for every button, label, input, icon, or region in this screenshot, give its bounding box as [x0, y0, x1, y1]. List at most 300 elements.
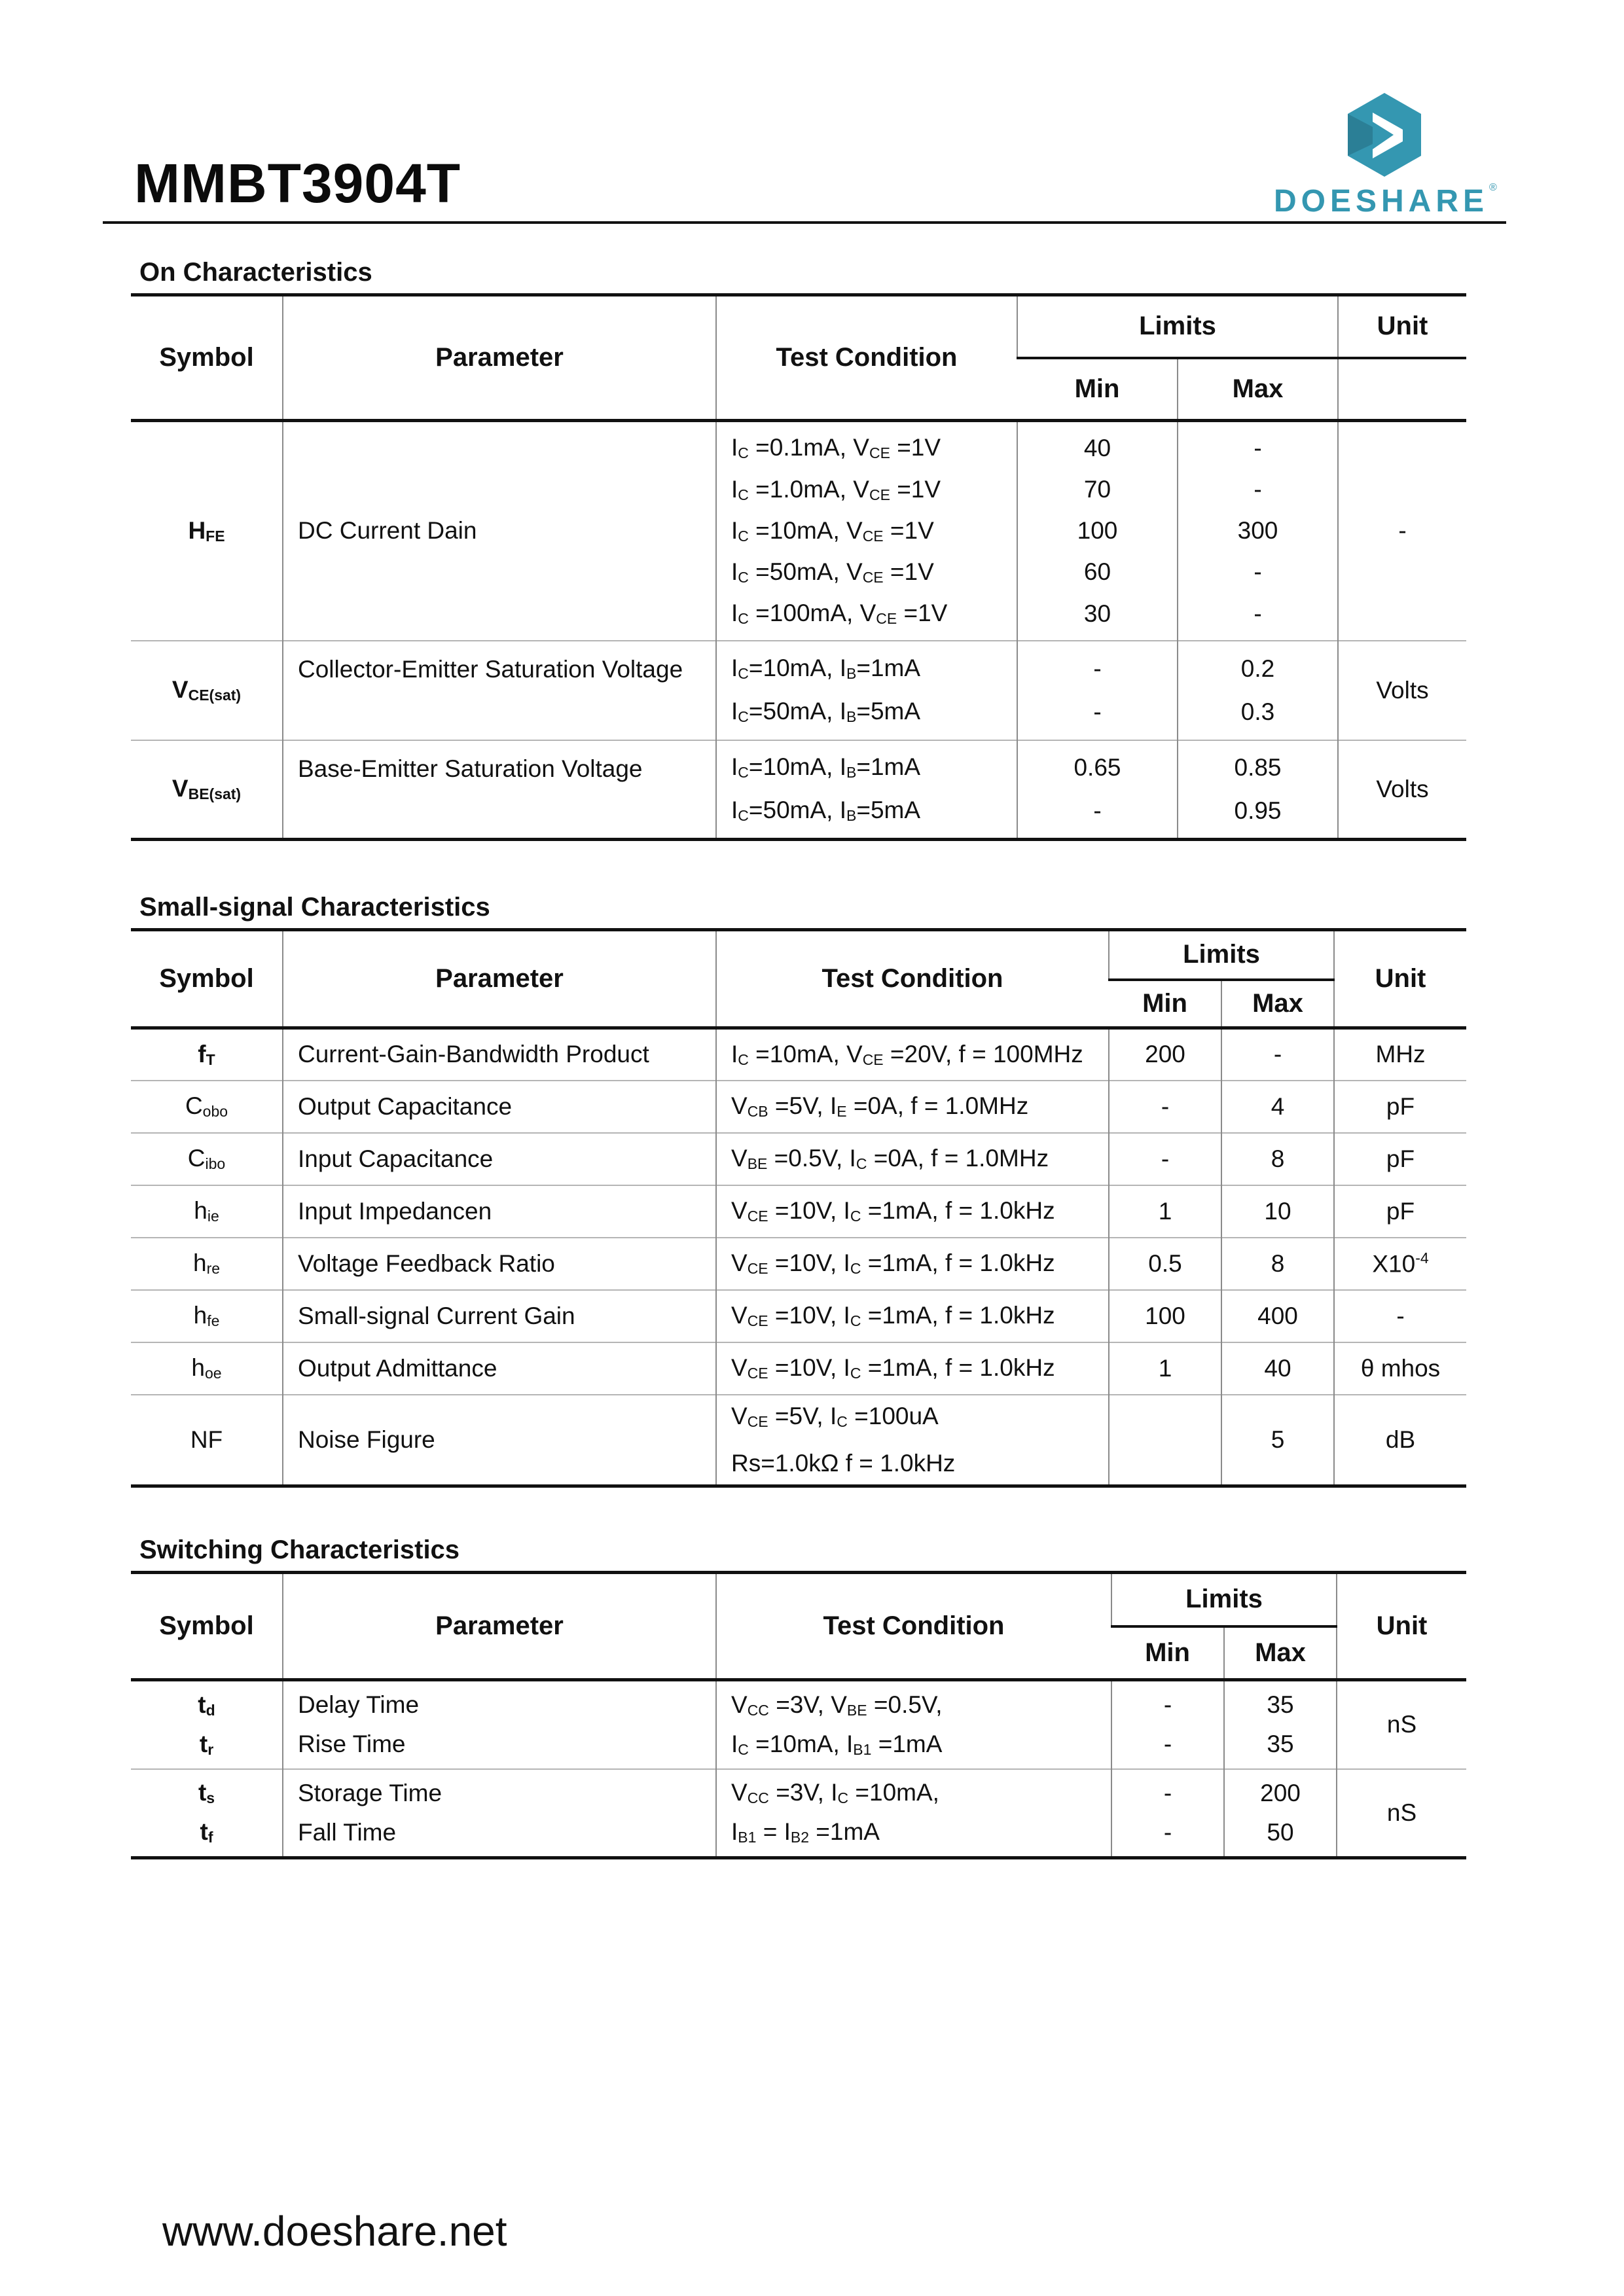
- col-unit: Unit: [1337, 1573, 1466, 1680]
- condition-line: [731, 1092, 1108, 1121]
- symbol-cell: [131, 1680, 283, 1769]
- max-cell: [1178, 740, 1338, 840]
- cond-part: V: [731, 1691, 748, 1718]
- max-value: 300: [1237, 517, 1278, 545]
- test-condition-cell: [716, 1028, 1109, 1081]
- test-condition-cell: [716, 1133, 1109, 1185]
- cond-sub: B1: [853, 1740, 872, 1758]
- test-condition-cell: [716, 1238, 1109, 1290]
- unit-cell: [1334, 1395, 1466, 1486]
- condition-line: [731, 1691, 1111, 1719]
- unit-text: Volts: [1376, 676, 1429, 704]
- unit-cell: [1334, 1133, 1466, 1185]
- symbol-letter: H: [188, 516, 206, 544]
- min-value: 70: [1083, 476, 1111, 503]
- cond-part: =10mA, I: [748, 1730, 854, 1757]
- symbol: [131, 1779, 282, 1807]
- symbol-letter: f: [198, 1040, 206, 1067]
- symbol: [194, 1197, 219, 1224]
- condition-line: [731, 1731, 1111, 1759]
- brand-logo[interactable]: [1270, 84, 1512, 218]
- parameter-text: Collector-Emitter Saturation Voltage: [298, 655, 683, 683]
- cond-sub: CC: [747, 1789, 769, 1807]
- cond-sub: CE: [862, 527, 884, 545]
- cond-part: =3V, I: [768, 1779, 838, 1806]
- min-value: -: [1163, 1731, 1172, 1758]
- max-cell: [1221, 1081, 1334, 1133]
- logo-wordmark: DOESHARE: [1273, 184, 1489, 219]
- symbol-letter: t: [198, 1691, 206, 1718]
- min: [1018, 746, 1177, 833]
- col-parameter: Parameter: [283, 1573, 716, 1680]
- max-cell: [1221, 1238, 1334, 1290]
- max-value: 10: [1264, 1197, 1291, 1225]
- cond-sub: C: [738, 1050, 749, 1068]
- parameter-value: Fall Time: [298, 1818, 397, 1846]
- cond-sub: B: [846, 708, 857, 725]
- footer-website-link[interactable]: www.doeshare.net: [162, 2208, 507, 2255]
- table-row: [131, 1081, 1466, 1133]
- max-cell: [1221, 1028, 1334, 1081]
- symbol-cell: [131, 641, 283, 740]
- test-condition-cell: [716, 421, 1017, 641]
- parameter-text: Input Capacitance: [298, 1145, 494, 1172]
- cond-part: =1mA: [856, 753, 921, 781]
- table-row: [131, 1238, 1466, 1290]
- symbol-letter: t: [198, 1779, 207, 1806]
- parameter-cell: [283, 740, 716, 840]
- cond-part: =1V: [897, 600, 948, 627]
- cond-part: =50mA, V: [748, 558, 863, 585]
- parameter-text: Output Capacitance: [298, 1092, 513, 1120]
- symbol-stack: [131, 1685, 282, 1764]
- parameter-value: Rise Time: [298, 1731, 406, 1758]
- symbol-letter: h: [191, 1354, 205, 1381]
- symbol: [172, 775, 241, 802]
- cond-part: =0A, f = 1.0MHz: [846, 1092, 1029, 1119]
- symbol: [172, 676, 241, 703]
- unit-cell: [1338, 421, 1466, 641]
- unit-superscript: -4: [1415, 1249, 1429, 1266]
- max-cell: [1224, 1680, 1337, 1769]
- cond-sub: C: [738, 665, 749, 682]
- cond-part: I: [731, 434, 738, 461]
- col-min: Min: [1142, 988, 1187, 1018]
- unit-cell: [1337, 1680, 1466, 1769]
- min-value: -: [1163, 1691, 1172, 1719]
- min-value: 100: [1077, 517, 1118, 545]
- max-value: 400: [1257, 1302, 1298, 1329]
- cond-part: I: [731, 753, 738, 781]
- max-value: 8: [1271, 1145, 1285, 1172]
- condition-line: [731, 558, 1017, 586]
- cond-sub: C: [837, 1789, 849, 1807]
- symbol-letter: t: [200, 1818, 208, 1846]
- cond-part: =20V, f = 100MHz: [883, 1040, 1083, 1067]
- parameter-text: Input Impedancen: [298, 1197, 492, 1225]
- cond-part: =10V, I: [768, 1354, 850, 1381]
- condition-line: [731, 1395, 1108, 1443]
- col-unit-blank: [1338, 358, 1466, 421]
- max-cell: [1221, 1133, 1334, 1185]
- max-value: -: [1254, 558, 1262, 586]
- parameter-text: Current-Gain-Bandwidth Product: [298, 1041, 649, 1068]
- min-cell: [1111, 1769, 1224, 1858]
- test-condition-cell: [716, 1680, 1111, 1769]
- parameter: [298, 1774, 715, 1852]
- on-characteristics-table: [131, 293, 1466, 841]
- symbol-letter: h: [192, 1249, 207, 1276]
- cond-part: =1mA, f = 1.0kHz: [861, 1249, 1055, 1276]
- unit-text: pF: [1386, 1197, 1415, 1225]
- symbol: [131, 1731, 282, 1759]
- cond-sub: CE: [747, 1412, 768, 1430]
- max: [1178, 647, 1337, 734]
- parameter-cell: [283, 1290, 716, 1342]
- max-value: 5: [1271, 1426, 1285, 1453]
- table-row: [131, 1290, 1466, 1342]
- cond-part: =10mA, V: [748, 1040, 863, 1067]
- max-cell: [1221, 1185, 1334, 1238]
- cond-sub: C: [738, 610, 749, 628]
- unit-cell: [1334, 1342, 1466, 1395]
- col-symbol: Symbol: [159, 343, 254, 372]
- symbol: [188, 1145, 225, 1172]
- cond-part: I: [731, 475, 738, 503]
- cond-part: I: [731, 797, 738, 824]
- condition-line: [731, 1443, 1108, 1484]
- max-value: 0.85: [1234, 753, 1282, 781]
- min-value: -: [1163, 1818, 1172, 1846]
- condition-stack: [731, 1774, 1111, 1852]
- condition-line: [731, 1302, 1108, 1330]
- cond-sub: CE: [747, 1260, 768, 1277]
- max-value: -: [1254, 434, 1262, 461]
- table-row: [131, 1185, 1466, 1238]
- symbol-stack: [131, 1774, 282, 1852]
- min-cell: [1109, 1290, 1221, 1342]
- switching-title: Switching Characteristics: [139, 1535, 460, 1564]
- max-value: 40: [1264, 1354, 1291, 1382]
- condition-line: [731, 698, 1017, 726]
- col-max: Max: [1221, 980, 1334, 1028]
- cond-part: =1V: [883, 516, 934, 544]
- unit-text: dB: [1385, 1426, 1416, 1453]
- cond-sub: B1: [738, 1829, 757, 1846]
- symbol-cell: [131, 740, 283, 840]
- cond-sub: B: [846, 807, 857, 825]
- col-unit: Unit: [1334, 930, 1466, 1028]
- min-cell: [1109, 1133, 1221, 1185]
- cond-sub: C: [738, 1740, 749, 1758]
- condition-line: [731, 1041, 1108, 1069]
- parameter-text: Small-signal Current Gain: [298, 1302, 575, 1329]
- min-cell: [1109, 1185, 1221, 1238]
- test-condition-cell: [716, 641, 1017, 740]
- min-value: -: [1161, 1145, 1170, 1172]
- unit-text: -: [1398, 517, 1407, 545]
- test-condition-cell: [716, 1290, 1109, 1342]
- cond-part: I: [731, 1040, 738, 1067]
- cond-part: V: [731, 1779, 748, 1806]
- table-row: [131, 421, 1466, 641]
- parameter-cell: [283, 421, 716, 641]
- cond-part: Ω f = 1.0kHz: [820, 1449, 956, 1477]
- cond-part: =1V: [890, 475, 941, 503]
- min: [1018, 647, 1177, 734]
- cond-sub: B2: [790, 1829, 810, 1846]
- symbol-subscript: d: [206, 1701, 215, 1719]
- cond-part: I: [731, 1818, 738, 1846]
- cond-sub: C: [738, 486, 749, 503]
- cond-sub: C: [837, 1412, 848, 1430]
- cond-sub: C: [738, 527, 749, 545]
- condition-line: [731, 1145, 1108, 1173]
- col-limits: Limits: [1111, 1573, 1337, 1626]
- symbol: [188, 517, 225, 544]
- symbol-letter: V: [171, 775, 189, 802]
- cond-sub: CC: [747, 1701, 769, 1719]
- cond-part: =10mA, V: [748, 516, 863, 544]
- unit-text: Volts: [1376, 775, 1429, 802]
- cond-sub: C: [856, 1155, 867, 1172]
- max-value: 4: [1271, 1092, 1285, 1120]
- col-test-condition: Test Condition: [716, 295, 1017, 421]
- col-parameter: Parameter: [283, 930, 716, 1028]
- max-value: 50: [1267, 1818, 1294, 1846]
- cond-part: Rs=1.0k: [731, 1449, 821, 1477]
- cond-part: V: [731, 1302, 748, 1329]
- cond-part: =1V: [890, 434, 941, 461]
- condition-line: [731, 1197, 1108, 1225]
- cond-part: =1mA, f = 1.0kHz: [861, 1354, 1055, 1381]
- symbol-cell: [131, 421, 283, 641]
- symbol: [131, 1818, 282, 1846]
- cond-part: =5V, I: [768, 1402, 837, 1429]
- condition-stack: [731, 647, 1017, 734]
- cond-part: =1mA, f = 1.0kHz: [861, 1197, 1055, 1224]
- symbol-letter: C: [185, 1092, 203, 1119]
- cond-part: V: [731, 1249, 748, 1276]
- min-value: 60: [1083, 558, 1111, 586]
- registered-mark: ®: [1489, 182, 1497, 193]
- max-value: -: [1254, 600, 1262, 627]
- parameter-cell: [283, 1395, 716, 1486]
- condition-line: [731, 434, 1017, 462]
- test-condition-cell: [716, 1769, 1111, 1858]
- page-title: MMBT3904T: [134, 152, 461, 214]
- col-parameter: Parameter: [283, 295, 716, 421]
- max-value: 8: [1271, 1249, 1285, 1277]
- unit-cell: [1338, 641, 1466, 740]
- cond-sub: C: [738, 708, 749, 725]
- cond-part: V: [731, 1197, 748, 1224]
- unit-text: X10: [1372, 1250, 1416, 1278]
- symbol-subscript: oe: [204, 1365, 222, 1382]
- condition-line: [731, 753, 1017, 781]
- symbol-cell: [131, 1185, 283, 1238]
- parameter-cell: [283, 1680, 716, 1769]
- max-value: 35: [1267, 1691, 1294, 1719]
- min-value: -: [1093, 655, 1102, 682]
- cond-part: =0.5V, I: [767, 1145, 856, 1172]
- max-value: 35: [1267, 1731, 1294, 1758]
- cond-part: =10V, I: [768, 1197, 850, 1224]
- cond-part: =10V, I: [768, 1302, 850, 1329]
- on-characteristics-title: On Characteristics: [139, 258, 372, 287]
- table-row: [131, 641, 1466, 740]
- unit-text: pF: [1386, 1145, 1415, 1172]
- parameter-cell: [283, 641, 716, 740]
- parameter-text: Voltage Feedback Ratio: [298, 1249, 555, 1277]
- symbol-letter: t: [199, 1730, 208, 1757]
- unit-text: -: [1396, 1302, 1405, 1329]
- unit-text: nS: [1386, 1799, 1417, 1826]
- switching-table: [131, 1571, 1466, 1859]
- min-value: 100: [1145, 1302, 1185, 1329]
- max-cell: [1178, 641, 1338, 740]
- parameter-cell: [283, 1081, 716, 1133]
- cond-part: =1V: [883, 558, 934, 585]
- header-divider: [103, 221, 1506, 224]
- symbol-subscript: re: [206, 1260, 221, 1277]
- cond-sub: CE: [747, 1208, 768, 1225]
- cond-sub: CB: [747, 1103, 768, 1120]
- parameter-text: DC Current Dain: [298, 517, 477, 545]
- col-max: Max: [1178, 358, 1338, 421]
- symbol-cell: [131, 1028, 283, 1081]
- cond-sub: C: [850, 1312, 861, 1329]
- symbol-subscript: r: [208, 1740, 214, 1758]
- max-cell: [1221, 1395, 1334, 1486]
- cond-part: =5mA: [856, 797, 921, 824]
- cond-part: =1.0mA, V: [748, 475, 869, 503]
- parameter-cell: [283, 1185, 716, 1238]
- col-symbol: Symbol: [159, 964, 254, 993]
- test-condition-cell: [716, 1081, 1109, 1133]
- cond-sub: C: [850, 1365, 861, 1382]
- symbol-subscript: fe: [207, 1312, 220, 1329]
- min-value: -: [1093, 698, 1102, 725]
- cond-sub: C: [850, 1208, 861, 1225]
- parameter-value: Storage Time: [298, 1779, 442, 1806]
- cond-sub: CE: [862, 568, 884, 586]
- symbol-subscript: ibo: [205, 1155, 226, 1172]
- condition-stack: [731, 1685, 1111, 1764]
- parameter-cell: [283, 1028, 716, 1081]
- unit-cell: [1337, 1769, 1466, 1858]
- cond-part: I: [731, 655, 738, 681]
- cond-sub: CE: [876, 610, 897, 628]
- cond-part: I: [731, 1730, 738, 1757]
- cond-part: V: [731, 1402, 748, 1429]
- symbol-subscript: CE(sat): [188, 687, 242, 704]
- min: [1018, 427, 1177, 634]
- table-row: [131, 1769, 1466, 1858]
- symbol-cell: [131, 1290, 283, 1342]
- col-test-condition: Test Condition: [716, 1573, 1111, 1680]
- cond-part: =0.1mA, V: [748, 434, 869, 461]
- symbol-subscript: T: [206, 1050, 215, 1068]
- min: [1112, 1685, 1223, 1764]
- cond-part: =1mA: [856, 655, 921, 681]
- condition-line: [731, 655, 1017, 683]
- unit-cell: [1334, 1028, 1466, 1081]
- max: [1225, 1685, 1336, 1764]
- cond-part: V: [731, 1145, 748, 1172]
- cond-sub: BE: [747, 1155, 768, 1172]
- symbol-subscript: ie: [207, 1208, 219, 1225]
- min-cell: [1109, 1342, 1221, 1395]
- cond-part: I: [731, 600, 738, 627]
- unit-cell: [1338, 740, 1466, 840]
- cond-part: =0A, f = 1.0MHz: [867, 1145, 1049, 1172]
- cond-part: =50mA, I: [748, 797, 847, 824]
- parameter-text: Noise Figure: [298, 1426, 435, 1453]
- parameter-cell: [283, 1342, 716, 1395]
- cond-part: =1mA: [809, 1818, 880, 1846]
- max-value: 0.95: [1234, 797, 1282, 824]
- max-cell: [1224, 1769, 1337, 1858]
- test-condition-cell: [716, 740, 1017, 840]
- cond-sub: C: [738, 807, 749, 825]
- cond-part: =50mA, I: [748, 698, 847, 725]
- min-value: -: [1093, 797, 1102, 824]
- cond-part: =100mA, V: [748, 600, 876, 627]
- cond-part: =100uA: [847, 1402, 939, 1429]
- symbol-subscript: FE: [206, 527, 225, 545]
- symbol-letter: h: [194, 1197, 208, 1224]
- cond-sub: CE: [869, 486, 890, 503]
- cond-part: =0.5V,: [867, 1691, 943, 1718]
- condition-line: [731, 517, 1017, 545]
- cond-part: =10V, I: [768, 1249, 850, 1276]
- parameter-cell: [283, 1133, 716, 1185]
- small-signal-title: Small-signal Characteristics: [139, 893, 490, 922]
- col-test-condition: Test Condition: [716, 930, 1109, 1028]
- symbol-cell: [131, 1238, 283, 1290]
- min-cell: [1109, 1395, 1221, 1486]
- symbol-cell: [131, 1081, 283, 1133]
- cond-sub: C: [738, 568, 749, 586]
- min-value: -: [1163, 1779, 1172, 1806]
- cond-part: =5mA: [856, 698, 921, 725]
- cond-part: =10mA,: [848, 1779, 939, 1806]
- max-cell: [1178, 421, 1338, 641]
- max-value: -: [1273, 1041, 1282, 1068]
- min-value: 30: [1083, 600, 1111, 627]
- max-cell: [1221, 1290, 1334, 1342]
- col-limits: Limits: [1017, 295, 1338, 358]
- min-value: 1: [1158, 1354, 1172, 1382]
- cond-part: =3V, V: [768, 1691, 847, 1718]
- unit-text: pF: [1386, 1092, 1415, 1120]
- cond-part: I: [731, 558, 738, 585]
- unit-text: nS: [1386, 1711, 1417, 1738]
- parameter-cell: [283, 1238, 716, 1290]
- unit-cell: [1334, 1290, 1466, 1342]
- cond-sub: CE: [869, 444, 890, 462]
- cond-part: =5V, I: [768, 1092, 837, 1119]
- parameter-value: Delay Time: [298, 1691, 420, 1719]
- test-condition-cell: [716, 1395, 1109, 1486]
- condition-line: [731, 476, 1017, 504]
- cond-part: =1mA, f = 1.0kHz: [861, 1302, 1055, 1329]
- symbol-subscript: obo: [202, 1103, 228, 1120]
- cond-sub: C: [738, 764, 749, 781]
- cond-sub: C: [738, 444, 749, 462]
- min-value: 0.65: [1074, 753, 1121, 781]
